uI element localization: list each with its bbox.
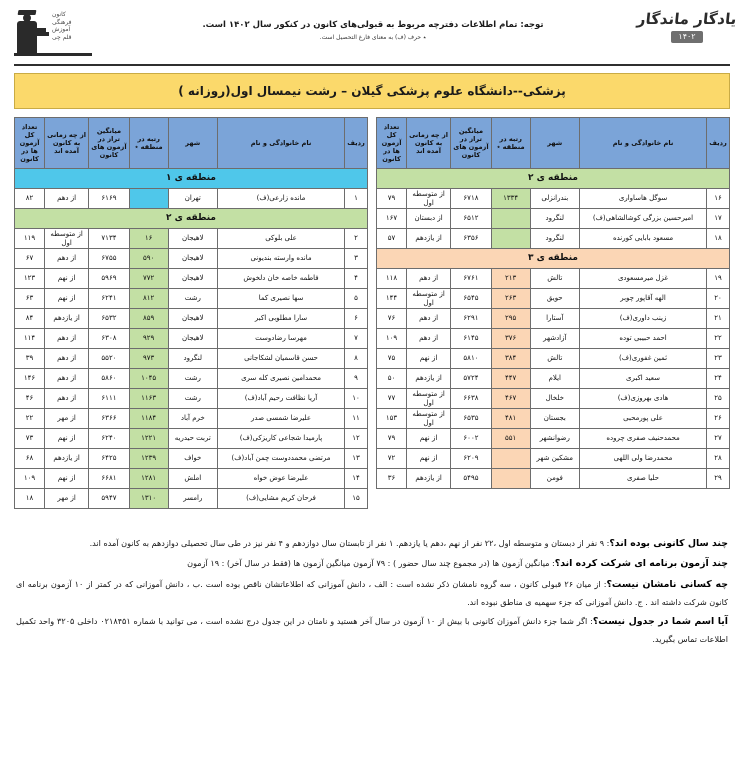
cell-count: ۳۶ [377,469,407,489]
cell-rank: ۱۶ [129,229,168,249]
cell-index: ۲۷ [707,429,730,449]
col-header-index: ردیف [707,118,730,169]
cell-count: ۷۹ [377,189,407,209]
cell-city: تالش [530,269,579,289]
cell-since: از نهم [45,289,89,309]
table-row [15,229,368,249]
region-label: منطقه ی ۲ [377,169,730,189]
cell-average: ۶۵۳۵ [451,409,492,429]
cell-average: ۶۰۰۲ [451,429,492,449]
brand-name-text: یادگار ماندگار [636,10,738,28]
footer-note-3 [16,613,728,648]
cell-rank: ۷۷۲ [129,269,168,289]
cell-index: ۲۸ [707,449,730,469]
cell-count: ۱۱۸ [377,269,407,289]
cell-index: ۱۹ [707,269,730,289]
cell-count: ۷۷ [377,389,407,409]
cell-count: ۱۰۹ [377,329,407,349]
cell-rank [129,189,168,209]
cell-rank: ۹۷۳ [129,349,168,369]
cell-city: رشت [168,369,217,389]
table-row [377,289,730,309]
cell-city: رامسر [168,489,217,509]
cell-name: مسعود بابایی کورنده [579,229,706,249]
cell-city: فومن [530,469,579,489]
cell-average: ۵۷۲۴ [451,369,492,389]
cell-count: ۱۸ [15,489,45,509]
cell-rank: ۴۶۷ [491,389,530,409]
cell-rank [491,229,530,249]
cell-name: هادی بهروزی(ف) [579,389,706,409]
table-row [377,409,730,429]
cell-since: از متوسطه اول [45,229,89,249]
cell-average: ۶۷۵۵ [89,249,130,269]
cell-since: از دهم [45,189,89,209]
cell-index: ۲ [345,229,368,249]
cell-rank: ۲۹۵ [491,309,530,329]
cell-rank: ۱۲۳۹ [129,449,168,469]
table-row [377,329,730,349]
cell-city: رشت [168,389,217,409]
region-header-row [377,169,730,189]
cell-name: محمدرضا ولی اللهی [579,449,706,469]
cell-average: ۶۶۸۱ [89,469,130,489]
cell-name: پارمیدا شجاعی کاریزکی(ف) [217,429,344,449]
cell-since: از دهم [407,329,451,349]
col-header-since: از چه زمانی به کانون آمده اند [45,118,89,169]
table-row [377,429,730,449]
cell-rank: ۵۹۰ [129,249,168,269]
cell-average: ۶۲۹۱ [451,309,492,329]
cell-rank: ۱۱۸۴ [129,409,168,429]
col-header-name: نام خانوادگی و نام [217,118,344,169]
cell-count: ۴۶ [15,389,45,409]
table-row [377,229,730,249]
cell-since: از دهم [45,249,89,269]
brand-year-badge: ۱۴۰۲ [671,31,702,43]
cell-city: خرم آباد [168,409,217,429]
col-header-rank: رتبه در منطقه ٭ [491,118,530,169]
footer-note-0 [16,535,728,553]
cell-average: ۶۱۱۱ [89,389,130,409]
cell-count: ۵۰ [377,369,407,389]
cell-average: ۵۵۲۰ [89,349,130,369]
cell-index: ۱۲ [345,429,368,449]
cell-city: لنگرود [530,209,579,229]
cell-city: ایلام [530,369,579,389]
cell-since: از نهم [407,429,451,449]
cell-average: ۶۳۰۸ [89,329,130,349]
cell-count: ۷۳ [15,429,45,449]
logo-word-3: قلم چی [52,33,72,41]
table-row [15,309,368,329]
kanoon-logo-words [52,12,92,41]
cell-index: ۴ [345,269,368,289]
cell-rank: ۴۴۷ [491,369,530,389]
cell-count: ۱۲۳ [15,269,45,289]
table-row [377,469,730,489]
cell-average: ۵۴۹۵ [451,469,492,489]
table-row [15,269,368,289]
cell-index: ۱ [345,189,368,209]
cell-average: ۶۵۴۵ [451,289,492,309]
cell-name: سها نصیری کما [217,289,344,309]
cell-index: ۲۳ [707,349,730,369]
footer-note-question: آیا اسم شما در جدول نیست؟ [592,615,728,627]
cell-rank: ۱۲۸۱ [129,469,168,489]
cell-rank: ۸۱۲ [129,289,168,309]
cell-city: لاهیجان [168,249,217,269]
cell-count: ۶۳ [15,289,45,309]
cell-rank [491,469,530,489]
cell-name: فاطمه خاصه خان دلخوش [217,269,344,289]
cell-rank: ۴۸۱ [491,409,530,429]
footer-notes [16,535,728,648]
cell-index: ۳ [345,249,368,269]
cell-count: ۶۷ [15,249,45,269]
cell-count: ۱۰۹ [15,469,45,489]
cell-name: حلیا صفری [579,469,706,489]
cell-count: ۶۸ [15,449,45,469]
cell-rank: ۱۳۱۰ [129,489,168,509]
cell-since: از یازدهم [45,309,89,329]
cell-city: لنگرود [168,349,217,369]
footer-note-answer: : میانگین آزمون ها (در مجموع چند سال حضور ) : ۷۹ آزمون میانگین آزمون ها (فقط در سال آخر) : ۱۹ آزمون [187,558,555,569]
cell-count: ۱۵۳ [377,409,407,429]
cell-city: مشکین شهر [530,449,579,469]
results-table-left-body [377,169,730,489]
cell-index: ۲۴ [707,369,730,389]
cell-name: محمدحنیف صفری چروده [579,429,706,449]
cell-city: تالش [530,349,579,369]
cell-index: ۲۵ [707,389,730,409]
cell-average: ۶۶۳۸ [451,389,492,409]
cell-name: سعید اکبری [579,369,706,389]
cell-rank: ۲۶۳ [491,289,530,309]
cell-city: حویق [530,289,579,309]
cell-count: ۱۴۴ [377,289,407,309]
cell-city: آستارا [530,309,579,329]
footer-note-1 [16,555,728,573]
cell-index: ۲۱ [707,309,730,329]
results-table-right [14,117,368,509]
table-row [377,309,730,329]
cell-since: از نهم [407,449,451,469]
region-header-row [15,169,368,189]
logo-word-0: کانون [52,11,66,18]
table-row [377,269,730,289]
cell-name: مانده زارعی(ف) [217,189,344,209]
cell-name: علیرضا عوض خواه [217,469,344,489]
cell-city: خواف [168,449,217,469]
document-page [0,4,744,774]
cell-average: ۶۴۲۵ [89,449,130,469]
cell-since: از دهم [45,389,89,409]
cell-rank: ۵۵۱ [491,429,530,449]
cell-count: ۷۵ [377,349,407,369]
cell-name: امیرحسین بزرگی کوشالشاهی(ف) [579,209,706,229]
cell-city: لاهیجان [168,309,217,329]
cell-average: ۶۲۴۱ [89,289,130,309]
cell-city: تربت حیدریه [168,429,217,449]
footer-note-question: چند سال کانونی بوده اند؟ [609,538,728,549]
cell-rank [491,449,530,469]
cell-count: ۱۱۴ [15,329,45,349]
cell-since: از یازدهم [407,229,451,249]
cell-since: از دهم [407,309,451,329]
cell-city: بندرانزلی [530,189,579,209]
footer-note-question: چه کسانی نامشان نیست؟ [606,578,728,590]
cell-index: ۲۲ [707,329,730,349]
footer-note-2 [16,576,728,611]
cell-city: تهران [168,189,217,209]
cell-name: محمدامین نصیری کله سری [217,369,344,389]
col-header-rank: رتبه در منطقه ٭ [129,118,168,169]
cell-average: ۶۲۰۹ [451,449,492,469]
cell-average: ۶۷۱۸ [451,189,492,209]
cell-since: از نهم [45,469,89,489]
table-row [15,329,368,349]
cell-since: از دهم [407,269,451,289]
cell-index: ۹ [345,369,368,389]
cell-name: سوگل هاساواری [579,189,706,209]
cell-city: لاهیجان [168,269,217,289]
footer-note-question: چند آزمون برنامه ای شرکت کرده اند؟ [554,558,728,570]
table-row [15,449,368,469]
cell-city: لاهیجان [168,229,217,249]
table-row [15,469,368,489]
cell-index: ۱۰ [345,389,368,409]
cell-average: ۵۹۴۷ [89,489,130,509]
cell-index: ۱۳ [345,449,368,469]
cell-since: از دبستان [407,209,451,229]
kanoon-logo [14,4,92,56]
cell-since: از دهم [45,349,89,369]
cell-name: علی پورمحبی [579,409,706,429]
col-header-average: میانگین تراز در آزمون های کانون [451,118,492,169]
cell-index: ۱۸ [707,229,730,249]
cell-rank: ۳۸۴ [491,349,530,369]
cell-since: از متوسطه اول [407,389,451,409]
table-row [15,249,368,269]
region-header-row [15,209,368,229]
cell-name: الهه آقاپور چوبر [579,289,706,309]
cell-rank: ۱۱۶۳ [129,389,168,409]
table-row [377,369,730,389]
cell-average: ۷۱۳۴ [89,229,130,249]
cell-city: بجستان [530,409,579,429]
cell-index: ۱۶ [707,189,730,209]
cell-index: ۷ [345,329,368,349]
cell-city: رضوانشهر [530,429,579,449]
cell-since: از متوسطه اول [407,189,451,209]
cell-average: ۶۷۶۱ [451,269,492,289]
cell-since: از دهم [45,369,89,389]
cell-index: ۲۹ [707,469,730,489]
table-row [377,349,730,369]
cell-since: از نهم [45,269,89,289]
brand-logo-yadegar-mandegar [636,4,738,43]
page-title: پزشکی--دانشگاه علوم پزشکی گیلان – رشت نیمسال اول(روزانه ) [178,84,566,98]
cell-since: از یازدهم [45,449,89,469]
cell-since: از نهم [45,429,89,449]
cell-index: ۱۵ [345,489,368,509]
table-row [377,389,730,409]
header-notice [92,4,644,41]
cell-count: ۷۹ [377,429,407,449]
cell-count: ۷۲ [377,449,407,469]
cell-average: ۶۳۵۶ [451,229,492,249]
table-row [15,389,368,409]
results-table-left [376,117,730,489]
cell-count: ۱۶۷ [377,209,407,229]
page-title-band [14,73,730,109]
cell-city: املش [168,469,217,489]
col-header-city: شهر [168,118,217,169]
cell-average: ۶۱۶۹ [89,189,130,209]
cell-since: از مهر [45,409,89,429]
table-row [377,449,730,469]
header-divider [14,64,730,66]
cell-name: مانده وارسته بندیونی [217,249,344,269]
cell-city: لنگرود [530,229,579,249]
cell-name: حسن قاسمیان لشکاجانی [217,349,344,369]
cell-name: ثمین غفوری(ف) [579,349,706,369]
cell-average: ۵۸۶۰ [89,369,130,389]
cell-count: ۳۹ [15,349,45,369]
table-row [15,489,368,509]
cell-index: ۱۱ [345,409,368,429]
cell-name: غزل میرمسعودی [579,269,706,289]
cell-since: از یازدهم [407,469,451,489]
cell-rank: ۳۷۶ [491,329,530,349]
table-row [15,369,368,389]
footer-note-answer: : ۹ نفر از دبستان و متوسطه اول ،۲۲ نفر از نهم ،دهم یا یازدهم. ۱ نفر از تابستان سال دوازدهم و ۴ نفر نیز در طی سال تحصیلی دوازدهم به کانون آمده اند. [89,538,610,548]
logo-word-2: آموزش [52,26,71,34]
cell-rank: ۱۳۳۴ [491,189,530,209]
cell-index: ۲۰ [707,289,730,309]
table-row [15,189,368,209]
cell-rank: ۲۱۳ [491,269,530,289]
cell-count: ۵۷ [377,229,407,249]
footer-note-answer: : از میان ۲۶ قبولی کانون ، سه گروه نامشان ذکر نشده است : الف ، دانش آموزانی که اطلاعاتشان ناقص بوده است .ب ، دانش آموزانی که در کمتر از ۱۰ آزمون برنامه ای کانون شرکت داشته اند . ج. دانش آموزانی که جزء سهمیه ی مناطق نبوده اند. [16,578,728,607]
cell-city: لاهیجان [168,329,217,349]
notice-footnote-text: ٭ حرف (ف) به معنای فارغ التحصیل است. [319,34,427,41]
cell-since: از یازدهم [407,369,451,389]
region-header-row [377,249,730,269]
results-tables [14,117,730,509]
results-table-left-holder [376,117,730,489]
cell-index: ۶ [345,309,368,329]
results-table-right-holder [14,117,368,509]
cell-average: ۶۲۴۰ [89,429,130,449]
col-header-index: ردیف [345,118,368,169]
cell-name: زینب داوری(ف) [579,309,706,329]
cell-name: مهرسا رضادوست [217,329,344,349]
cell-average: ۵۹۶۹ [89,269,130,289]
cell-since: از متوسطه اول [407,289,451,309]
cell-index: ۱۴ [345,469,368,489]
cell-rank: ۱۲۲۱ [129,429,168,449]
cell-index: ۸ [345,349,368,369]
table-row [377,189,730,209]
cell-name: سارا مطلوبی اکبر [217,309,344,329]
cell-average: ۶۳۶۶ [89,409,130,429]
cell-rank: ۹۲۹ [129,329,168,349]
cell-since: از مهر [45,489,89,509]
cell-city: آزادشهر [530,329,579,349]
table-header-row [377,118,730,169]
cell-index: ۵ [345,289,368,309]
cell-count: ۷۶ [377,309,407,329]
col-header-city: شهر [530,118,579,169]
cell-since: از دهم [45,329,89,349]
cell-rank: ۸۵۹ [129,309,168,329]
col-header-since: از چه زمانی به کانون آمده اند [407,118,451,169]
cell-name: آریا نظافت رحیم آباد(ف) [217,389,344,409]
cell-rank [491,209,530,229]
col-header-count: تعداد کل آزمون ها در کانون [377,118,407,169]
table-row [15,429,368,449]
region-label: منطقه ی ۳ [377,249,730,269]
region-label: منطقه ی ۱ [15,169,368,189]
footer-note-answer: : اگر شما جزء دانش آموزان کانونی با بیش از ۱۰ آزمون در سال آخر هستید و نامتان در این جدول درج نشده است ، می توانید با شماره ۰۲۱۸۴۵۱ داخلی ۳۲۰۵ واحد تکمیل اطلاعات تماس بگیرید. [16,615,728,645]
table-header-row [15,118,368,169]
cell-since: از نهم [407,349,451,369]
logo-word-1: فرهنگی [52,18,72,26]
cell-average: ۶۵۱۲ [451,209,492,229]
table-row [377,209,730,229]
table-row [15,289,368,309]
cell-count: ۲۲ [15,409,45,429]
notice-main-text: توجه: تمام اطلاعات دفترچه مربوط به قبولی‌های کانون در کنکور سال ۱۴۰۲ است. [202,20,544,30]
cell-index: ۱۷ [707,209,730,229]
cell-count: ۱۴۶ [15,369,45,389]
region-label: منطقه ی ۲ [15,209,368,229]
table-row [15,409,368,429]
page-header [14,4,738,64]
cell-name: علیرضا شمسی صدر [217,409,344,429]
cell-average: ۶۵۳۲ [89,309,130,329]
col-header-count: تعداد کل آزمون ها در کانون [15,118,45,169]
col-header-name: نام خانوادگی و نام [579,118,706,169]
col-header-average: میانگین تراز در آزمون های کانون [89,118,130,169]
cell-count: ۱۱۹ [15,229,45,249]
cell-city: رشت [168,289,217,309]
cell-rank: ۱۰۴۵ [129,369,168,389]
cell-count: ۸۲ [15,189,45,209]
cell-since: از متوسطه اول [407,409,451,429]
cell-name: احمد حبیبی توده [579,329,706,349]
cell-city: خلخال [530,389,579,409]
cell-index: ۲۶ [707,409,730,429]
cell-name: مرتضی محمددوست چمن آباد(ف) [217,449,344,469]
cell-average: ۶۱۴۵ [451,329,492,349]
table-row [15,349,368,369]
cell-average: ۵۸۱۰ [451,349,492,369]
cell-count: ۸۴ [15,309,45,329]
cell-name: علی بلوکی [217,229,344,249]
results-table-right-body [15,169,368,509]
cell-name: فرحان کریم مشایی(ف) [217,489,344,509]
